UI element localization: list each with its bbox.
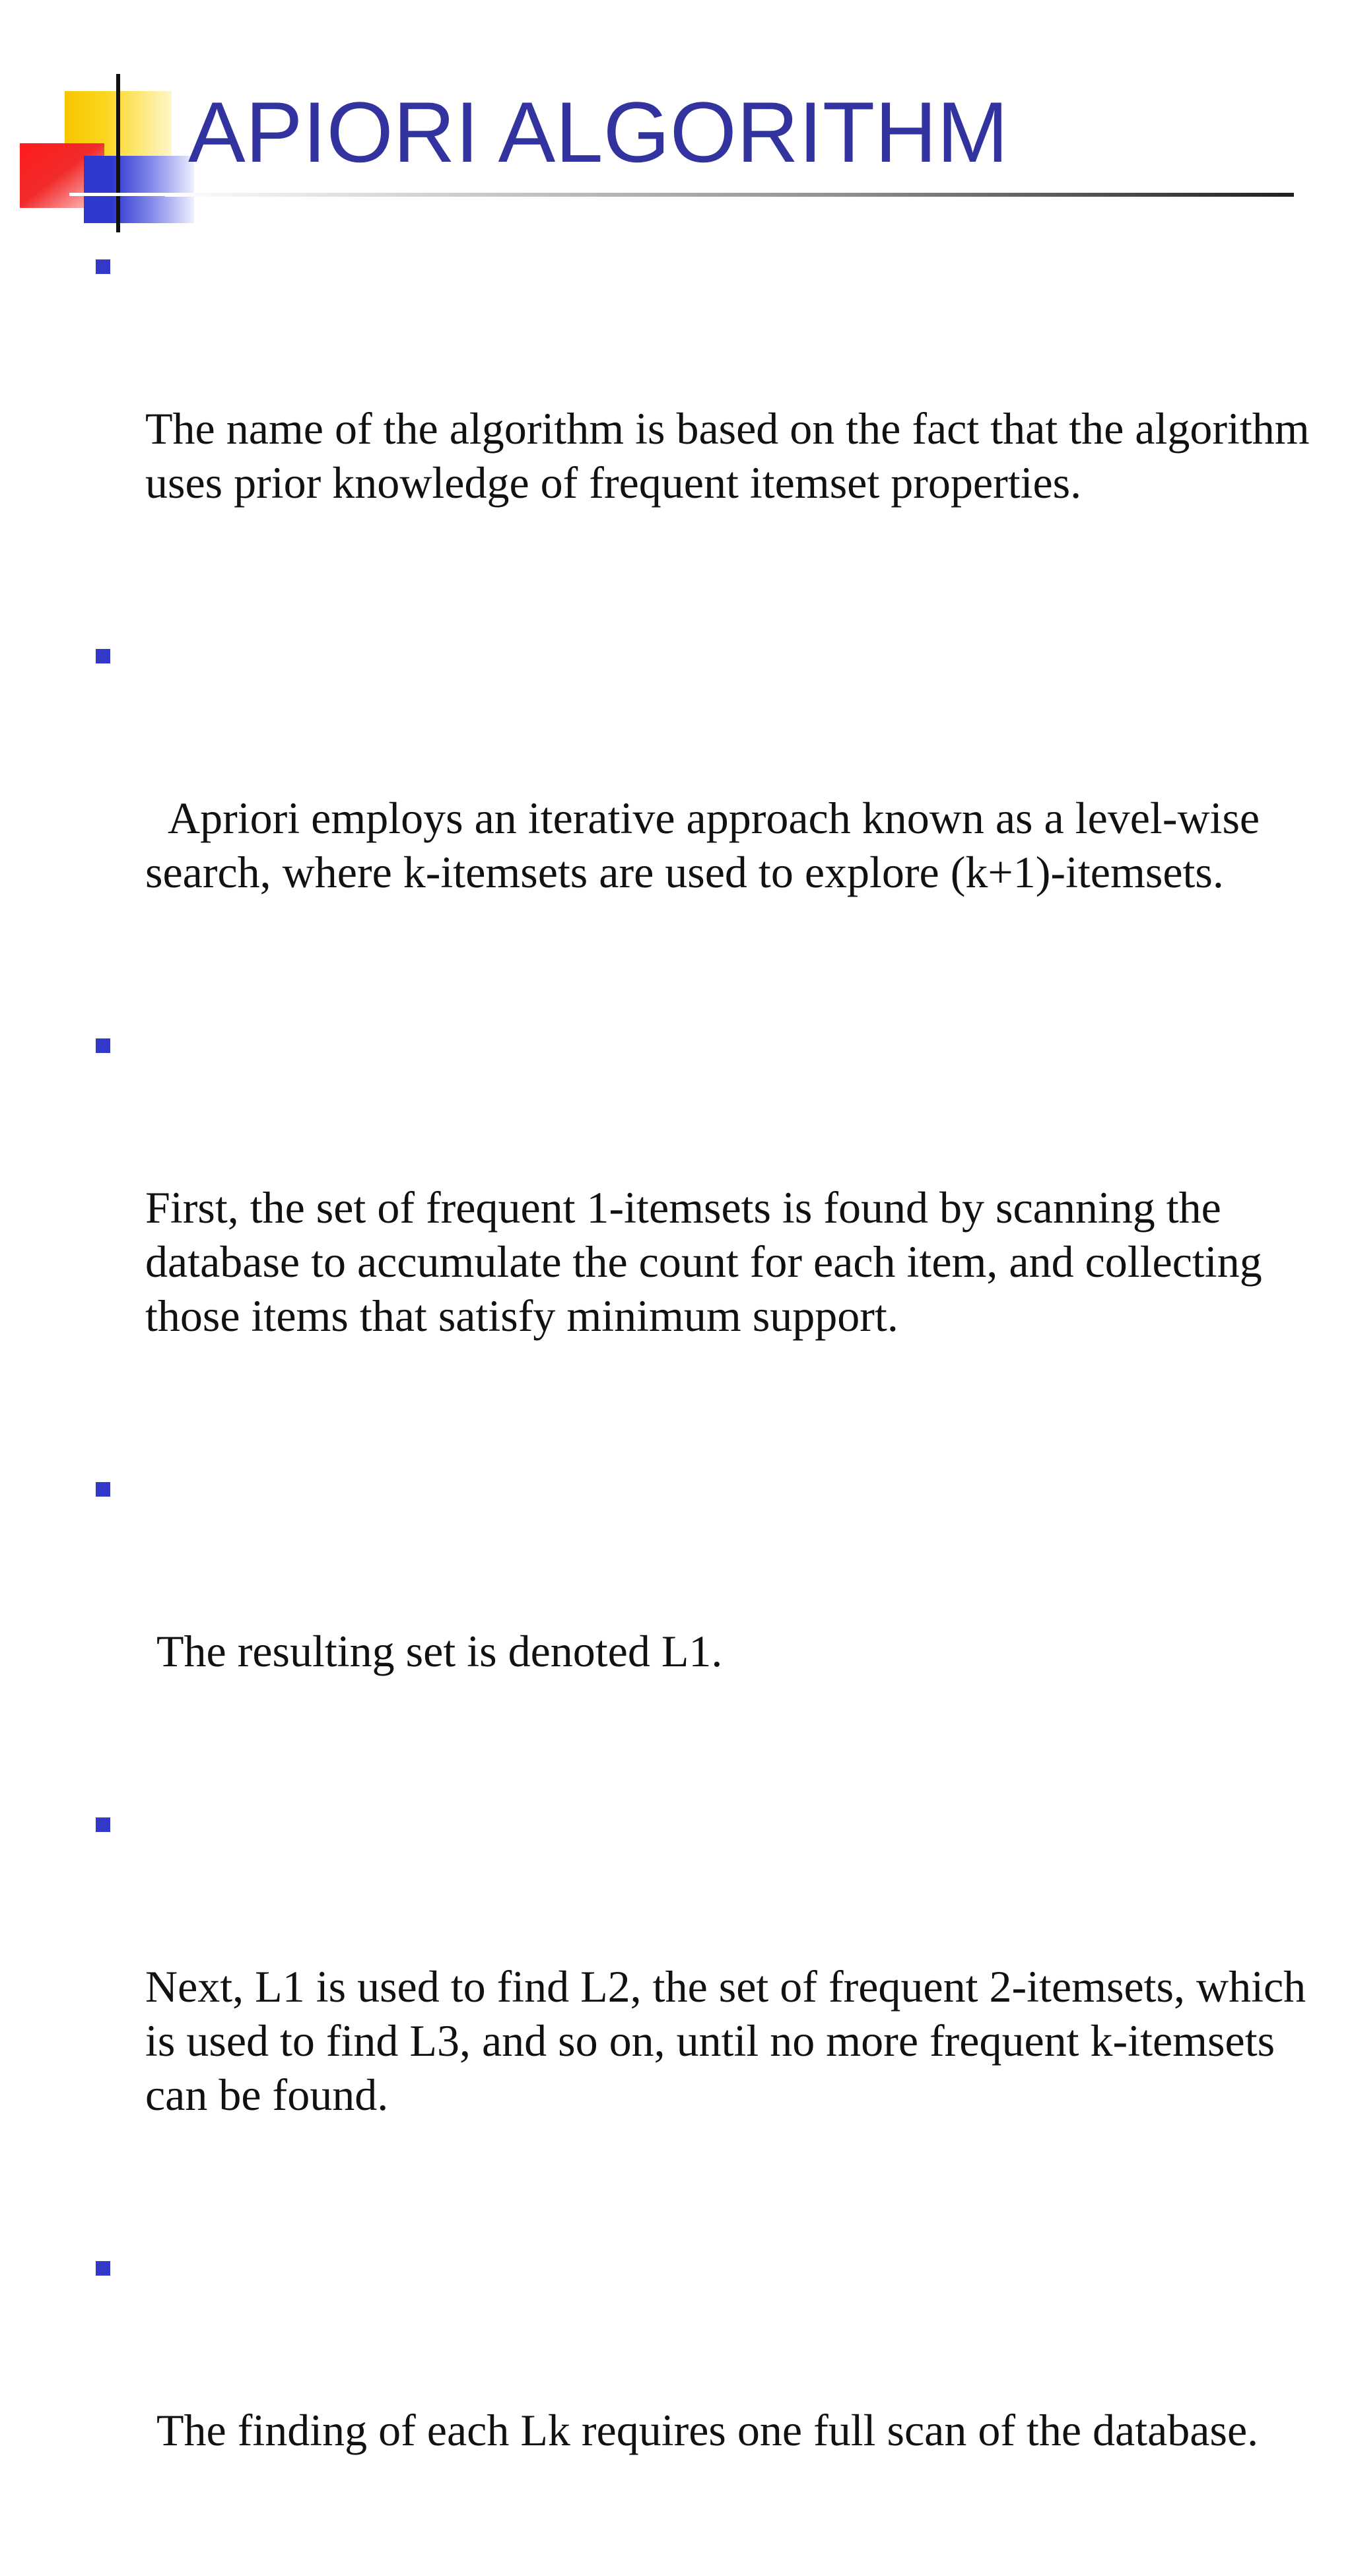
square-bullet-icon bbox=[96, 649, 110, 663]
bullet-text: The resulting set is denoted L1. bbox=[145, 1626, 723, 1676]
bullet-text: The name of the algorithm is based on the fact that the algorithm uses prior knowledge of frequent itemset properties. bbox=[145, 403, 1321, 508]
slide-title: APIORI ALGORITHM bbox=[188, 84, 1009, 180]
title-underline bbox=[165, 193, 1294, 197]
bullet-list bbox=[96, 239, 1337, 2576]
bullet-text: First, the set of frequent 1-itemsets is found by scanning the database to accumulate the count for each item, and collecting those items that satisfy minimum support. bbox=[145, 1182, 1273, 1341]
bullet-text: Next, L1 is used to find L2, the set of frequent 2-itemsets, which is used to find L3, and so on, until no more frequent k-itemsets can be found. bbox=[145, 1961, 1318, 2120]
overlapping-squares-icon bbox=[20, 74, 198, 232]
bullet-item bbox=[96, 1797, 1337, 2230]
square-bullet-icon bbox=[96, 259, 110, 274]
bullet-item bbox=[96, 2241, 1337, 2565]
bullet-item bbox=[96, 239, 1337, 618]
bullet-text: The finding of each Lk requires one full scan of the database. bbox=[145, 2405, 1259, 2455]
bullet-item bbox=[96, 628, 1337, 1007]
square-bullet-icon bbox=[96, 1817, 110, 1832]
logo-horizontal-line bbox=[69, 193, 168, 196]
square-bullet-icon bbox=[96, 2261, 110, 2276]
blue-gradient-square-icon bbox=[112, 156, 194, 223]
bullet-text: Apriori employs an iterative approach known as a level-wise search, where k-itemsets are used to explore (k+1)-itemsets. bbox=[145, 793, 1271, 897]
logo-vertical-line bbox=[116, 74, 120, 232]
bullet-item bbox=[96, 1462, 1337, 1786]
bullet-item bbox=[96, 1018, 1337, 1451]
square-bullet-icon bbox=[96, 1482, 110, 1497]
square-bullet-icon bbox=[96, 1038, 110, 1053]
